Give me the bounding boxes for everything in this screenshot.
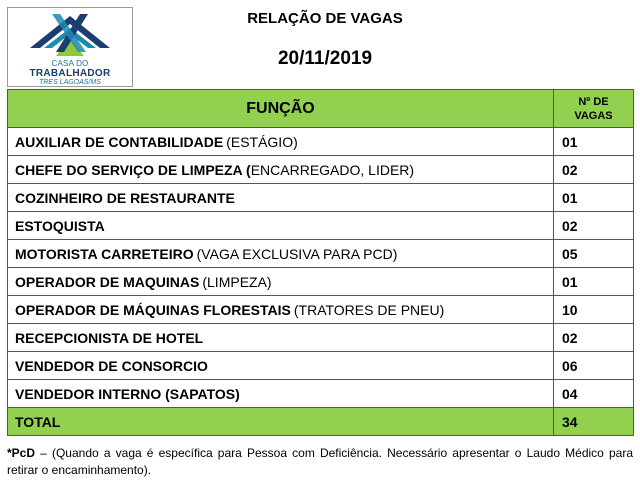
house-logo-icon: [8, 8, 132, 60]
job-title-cell: [8, 296, 554, 324]
job-title: COZINHEIRO DE RESTAURANTE: [15, 189, 235, 206]
job-title: OPERADOR DE MAQUINAS: [15, 273, 200, 290]
table-row: [8, 296, 634, 324]
job-title: OPERADOR DE MÁQUINAS FLORESTAIS: [15, 301, 291, 318]
vacancy-count: 06: [554, 352, 634, 380]
column-header-vagas-line2: VAGAS: [574, 109, 613, 122]
table-row: [8, 380, 634, 408]
vacancy-count: 01: [554, 268, 634, 296]
vacancy-count: 01: [554, 128, 634, 156]
column-header-vagas: [554, 90, 634, 128]
job-title: AUXILIAR DE CONTABILIDADE: [15, 133, 224, 150]
job-title: MOTORISTA CARRETEIRO: [15, 245, 194, 262]
table-row: [8, 268, 634, 296]
table-row: [8, 324, 634, 352]
logo-line2: TRABALHADOR: [29, 68, 111, 79]
table-header-row: [8, 90, 634, 128]
total-count: 34: [554, 408, 634, 436]
job-title-cell: [8, 184, 554, 212]
vacancy-count: 10: [554, 296, 634, 324]
page-date: 20/11/2019: [277, 48, 373, 69]
logo-line1: CASA DO: [51, 59, 89, 68]
vacancy-count: 02: [554, 324, 634, 352]
total-label: TOTAL: [8, 408, 554, 436]
job-title: VENDEDOR INTERNO (SAPATOS): [15, 385, 240, 402]
table-row: [8, 240, 634, 268]
table-row: [8, 352, 634, 380]
vacancy-count: 02: [554, 156, 634, 184]
job-title-cell: [8, 212, 554, 240]
footnote: [7, 445, 633, 479]
table-row: [8, 156, 634, 184]
total-row: [8, 408, 634, 436]
table-body: [8, 128, 634, 408]
job-detail: (LIMPEZA): [202, 273, 272, 290]
job-title: ESTOQUISTA: [15, 217, 105, 234]
job-title-cell: [8, 268, 554, 296]
header: [0, 0, 640, 88]
vacancies-table: [7, 89, 634, 436]
job-title: RECEPCIONISTA DE HOTEL: [15, 329, 204, 346]
logo-line3: TRES LAGOAS/MS: [39, 79, 101, 86]
job-title-cell: [8, 128, 554, 156]
table-row: [8, 128, 634, 156]
casa-do-trabalhador-logo: [7, 7, 133, 87]
column-header-funcao: FUNÇÃO: [8, 90, 554, 128]
job-title-cell: [8, 352, 554, 380]
job-detail: (ESTÁGIO): [226, 133, 298, 150]
job-detail: ENCARREGADO, LIDER): [250, 161, 415, 178]
vacancy-count: 01: [554, 184, 634, 212]
page-title: RELAÇÃO DE VAGAS: [247, 10, 403, 27]
table-row: [8, 184, 634, 212]
footnote-marker: *PcD: [7, 446, 36, 460]
vacancy-count: 02: [554, 212, 634, 240]
column-header-vagas-line1: Nº DE: [578, 95, 609, 108]
vacancy-count: 04: [554, 380, 634, 408]
job-detail: (VAGA EXCLUSIVA PARA PCD): [196, 245, 398, 262]
footnote-text: – (Quando a vaga é específica para Pessoa com Deficiência. Necessário apresentar o Laudo Médico para retirar o encaminhamento).: [7, 446, 633, 477]
job-title-cell: [8, 324, 554, 352]
job-title: CHEFE DO SERVIÇO DE LIMPEZA (: [15, 161, 251, 178]
vacancy-count: 05: [554, 240, 634, 268]
job-title-cell: [8, 380, 554, 408]
job-title-cell: [8, 156, 554, 184]
job-title-cell: [8, 240, 554, 268]
table-row: [8, 212, 634, 240]
job-detail: (TRATORES DE PNEU): [293, 301, 445, 318]
job-title: VENDEDOR DE CONSORCIO: [15, 357, 208, 374]
